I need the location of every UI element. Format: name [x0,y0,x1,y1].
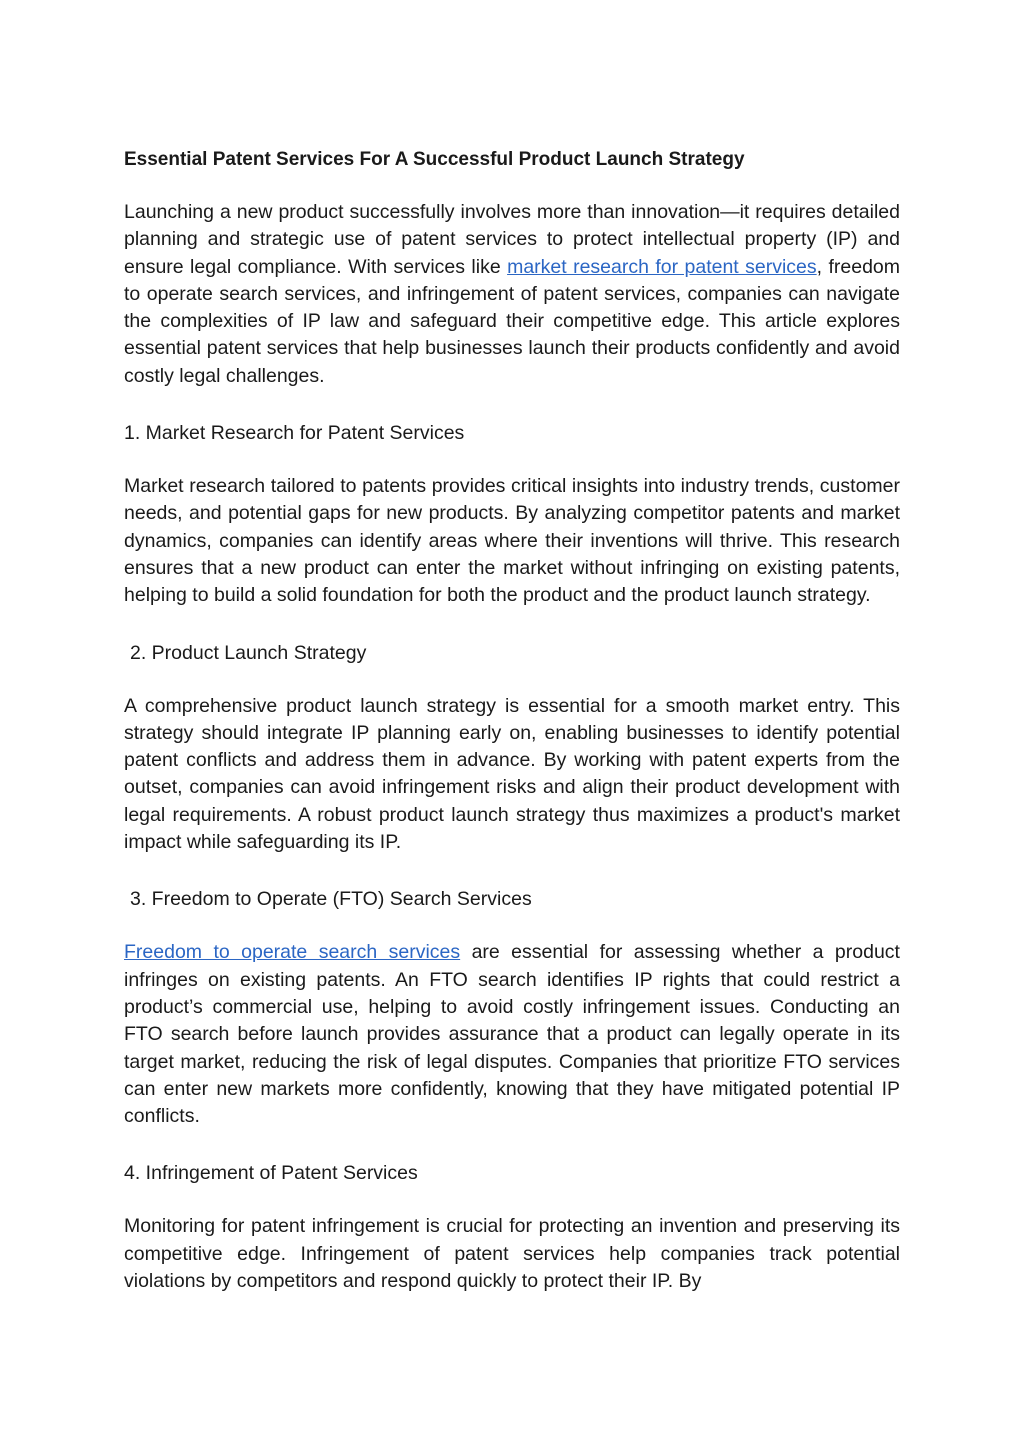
intro-text-after-link: , freedom to operate search services, and infringement of patent services, companies can navigate the complexities of IP law and safeguard their competitive edge. This article explores essential patent services that help businesses launch their products confidently and avoid costly legal challenges. [124,255,901,387]
market-research-link[interactable]: market research for patent services [507,255,817,278]
document-title: Essential Patent Services For A Successful Product Launch Strategy [124,149,745,170]
freedom-to-operate-link[interactable]: Freedom to operate search services [124,941,461,964]
intro-text-before-link: Launching a new product successfully involves more than innovation—it requires detailed planning and strategic use of patent services to protect intellectual property (IP) and ensure legal compliance. With services like [124,201,900,278]
section-3-body [124,939,900,1130]
section-3-heading: 3. Freedom to Operate (FTO) Search Services [130,888,532,911]
section-4-heading: 4. Infringement of Patent Services [124,1162,418,1185]
section-2-body: A comprehensive product launch strategy is essential for a smooth market entry. This strategy should integrate IP planning early on, enabling businesses to identify potential patent conflicts and address them in advance. By working with patent experts from the outset, companies can avoid infringement risks and align their product development with legal requirements. A robust product launch strategy thus maximizes a product's market impact while safeguarding its IP. [124,694,900,854]
document-page [124,146,900,1325]
section-1-body: Market research tailored to patents provides critical insights into industry trends, customer needs, and potential gaps for new products. By analyzing competitor patents and market dynamics, companies can identify areas where their inventions will thrive. This research ensures that a new product can enter the market without infringing on existing patents, helping to build a solid foundation for both the product and the product launch strategy. [124,475,900,607]
section-2-heading: 2. Product Launch Strategy [130,641,367,664]
section-4-body: Monitoring for patent infringement is crucial for protecting an invention and preserving its competitive edge. Infringement of patent services help companies track potential violations by competitors and respond quickly to protect their IP. By [124,1215,900,1293]
section-1-heading: 1. Market Research for Patent Services [124,422,465,445]
intro-paragraph [124,199,900,390]
section-3-body-text: are essential for assessing whether a product infringes on existing patents. An FTO search identifies IP rights that could restrict a product’s commercial use, helping to avoid costly infringement issues. Conducting an FTO search before launch provides assurance that a product can legally operate in its target market, reducing the risk of legal disputes. Companies that prioritize FTO services can enter new markets more confidently, knowing that they have mitigated potential IP conflicts. [124,941,900,1128]
